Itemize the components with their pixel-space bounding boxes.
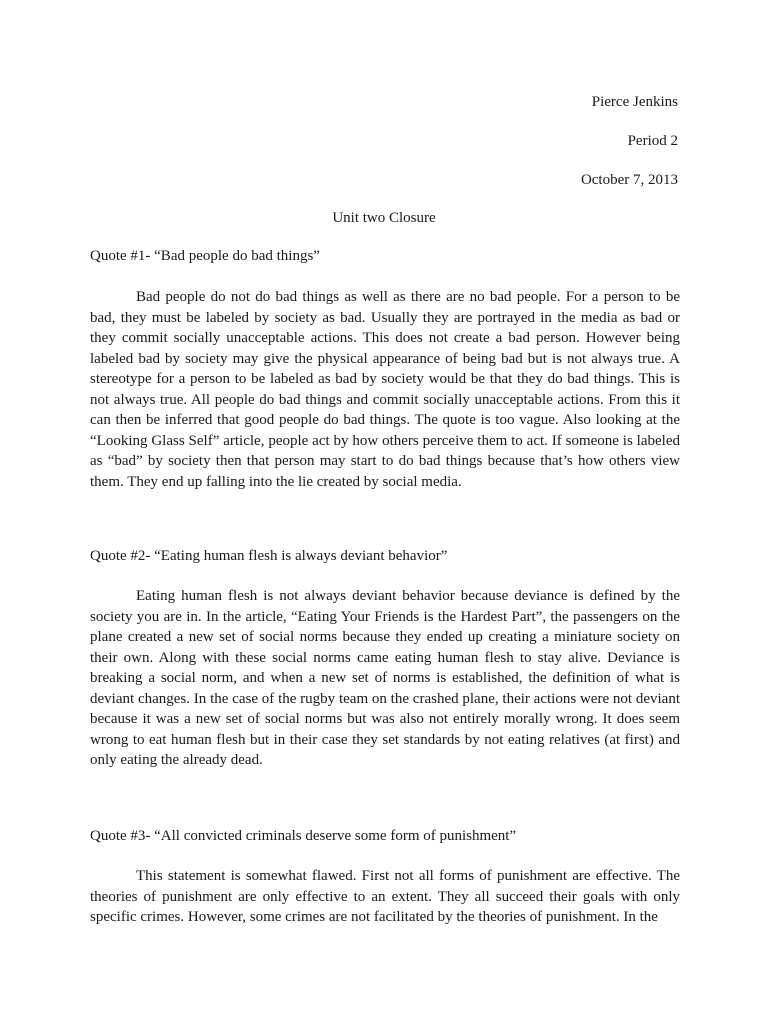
quote-2-paragraph: Eating human flesh is not always deviant behavior because deviance is defined by the society you are in. In the article, “Eating Your Friends is the Hardest Part”, the passengers on the plane created a new set of social norms because they ended up creating a miniature society on their own. Along with these social norms came eating human flesh to stay alive. Deviance is breaking a social norm, and when a new set of norms is established, the definition of what is deviant changes. In the case of the rugby team on the crashed plane, their actions were not deviant because it was a new set of social norms but was also not entirely morally wrong. It does seem wrong to eat human flesh but in their case they set standards by not eating relatives (at first) and only eating the already dead.	[90, 588, 680, 768]
document-title: Unit two Closure	[332, 210, 436, 226]
author-name: Pierce Jenkins	[591, 94, 678, 110]
class-period: Period 2	[627, 133, 678, 149]
document-date: October 7, 2013	[580, 172, 678, 188]
quote-2-heading: Quote #2- “Eating human flesh is always deviant behavior”	[90, 548, 448, 564]
quote-1-paragraph: Bad people do not do bad things as well as there are no bad people. For a person to be bad, they must be labeled by society as bad. Usually they are portrayed in the media as bad or they commit socially unacceptable actions. This does not create a bad person. However being labeled bad by society may give the physical appearance of being bad but is not always true. A stereotype for a person to be labeled as bad by society would be that they do bad things. This is not always true. All people do bad things and commit socially unacceptable actions. From this it can then be inferred that good people do bad things. The quote is too vague. Also looking at the “Looking Glass Self” article, people act by how others perceive them to act. If someone is labeled as “bad” by society then that person may start to do bad things because that’s how others view them. They end up falling into the lie created by social media.	[90, 289, 680, 490]
quote-1-heading: Quote #1- “Bad people do bad things”	[90, 248, 320, 264]
quote-3-paragraph: This statement is somewhat flawed. First not all forms of punishment are effective. The theories of punishment are only effective to an extent. They all succeed their goals with only specific crimes. However, some crimes are not facilitated by the theories of punishment. In the	[90, 868, 680, 925]
quote-3-heading: Quote #3- “All convicted criminals deserve some form of punishment”	[90, 828, 517, 844]
